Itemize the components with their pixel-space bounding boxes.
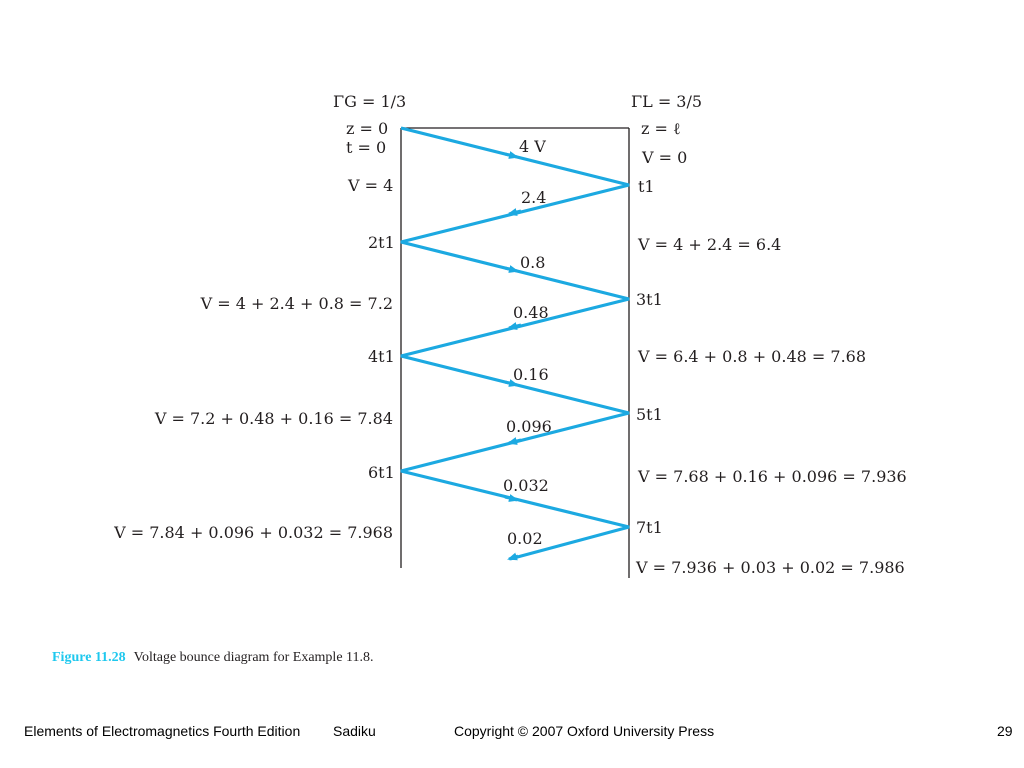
wave-label: 0.032	[503, 476, 549, 495]
wave-arrow	[505, 268, 517, 271]
v-zero-label: V = 0	[642, 148, 688, 167]
gamma-l-label: ΓL = 3/5	[631, 92, 703, 111]
wave-label: 0.02	[507, 529, 543, 548]
right-voltage-sum: V = 6.4 + 0.8 + 0.48 = 7.68	[638, 347, 867, 366]
footer-book-title: Elements of Electromagnetics Fourth Edition	[24, 723, 301, 739]
wave-label: 4 V	[519, 137, 546, 156]
wave-arrow	[505, 154, 517, 157]
wave-label: 0.48	[513, 303, 549, 322]
time-mark-7t1: 7t1	[636, 518, 663, 537]
left-voltage-sum: V = 4 + 2.4 + 0.8 = 7.2	[200, 294, 393, 313]
t-zero-label: t = 0	[346, 138, 387, 157]
v-initial-label: V = 4	[348, 176, 394, 195]
gamma-g-label: ΓG = 1/3	[333, 92, 407, 111]
wave-label: 0.16	[513, 365, 549, 384]
figure-label: Figure 11.28	[52, 650, 126, 665]
z-ell-label: z = ℓ	[641, 119, 681, 138]
left-voltage-sum: V = 7.84 + 0.096 + 0.032 = 7.968	[114, 523, 393, 542]
footer-page-number: 29	[997, 723, 1013, 739]
figure-caption-text: Voltage bounce diagram for Example 11.8.	[133, 650, 374, 665]
time-mark-3t1: 3t1	[636, 290, 663, 309]
footer-copyright: Copyright © 2007 Oxford University Press	[454, 723, 715, 739]
wave-label: 0.096	[506, 417, 552, 436]
figure-caption	[52, 650, 374, 666]
time-mark-5t1: 5t1	[636, 405, 663, 424]
time-mark-6t1: 6t1	[368, 463, 395, 482]
right-voltage-sum: V = 7.936 + 0.03 + 0.02 = 7.986	[636, 558, 905, 577]
wave-label: 2.4	[521, 188, 547, 207]
time-mark-2t1: 2t1	[368, 233, 395, 252]
footer-author: Sadiku	[333, 723, 376, 739]
z-zero-label: z = 0	[346, 119, 389, 138]
wave-label: 0.8	[520, 253, 546, 272]
time-mark-t1: t1	[638, 177, 655, 196]
time-mark-4t1: 4t1	[368, 347, 395, 366]
right-voltage-sum: V = 7.68 + 0.16 + 0.096 = 7.936	[638, 467, 907, 486]
right-voltage-sum: V = 4 + 2.4 = 6.4	[638, 235, 782, 254]
left-voltage-sum: V = 7.2 + 0.48 + 0.16 = 7.84	[154, 409, 393, 428]
